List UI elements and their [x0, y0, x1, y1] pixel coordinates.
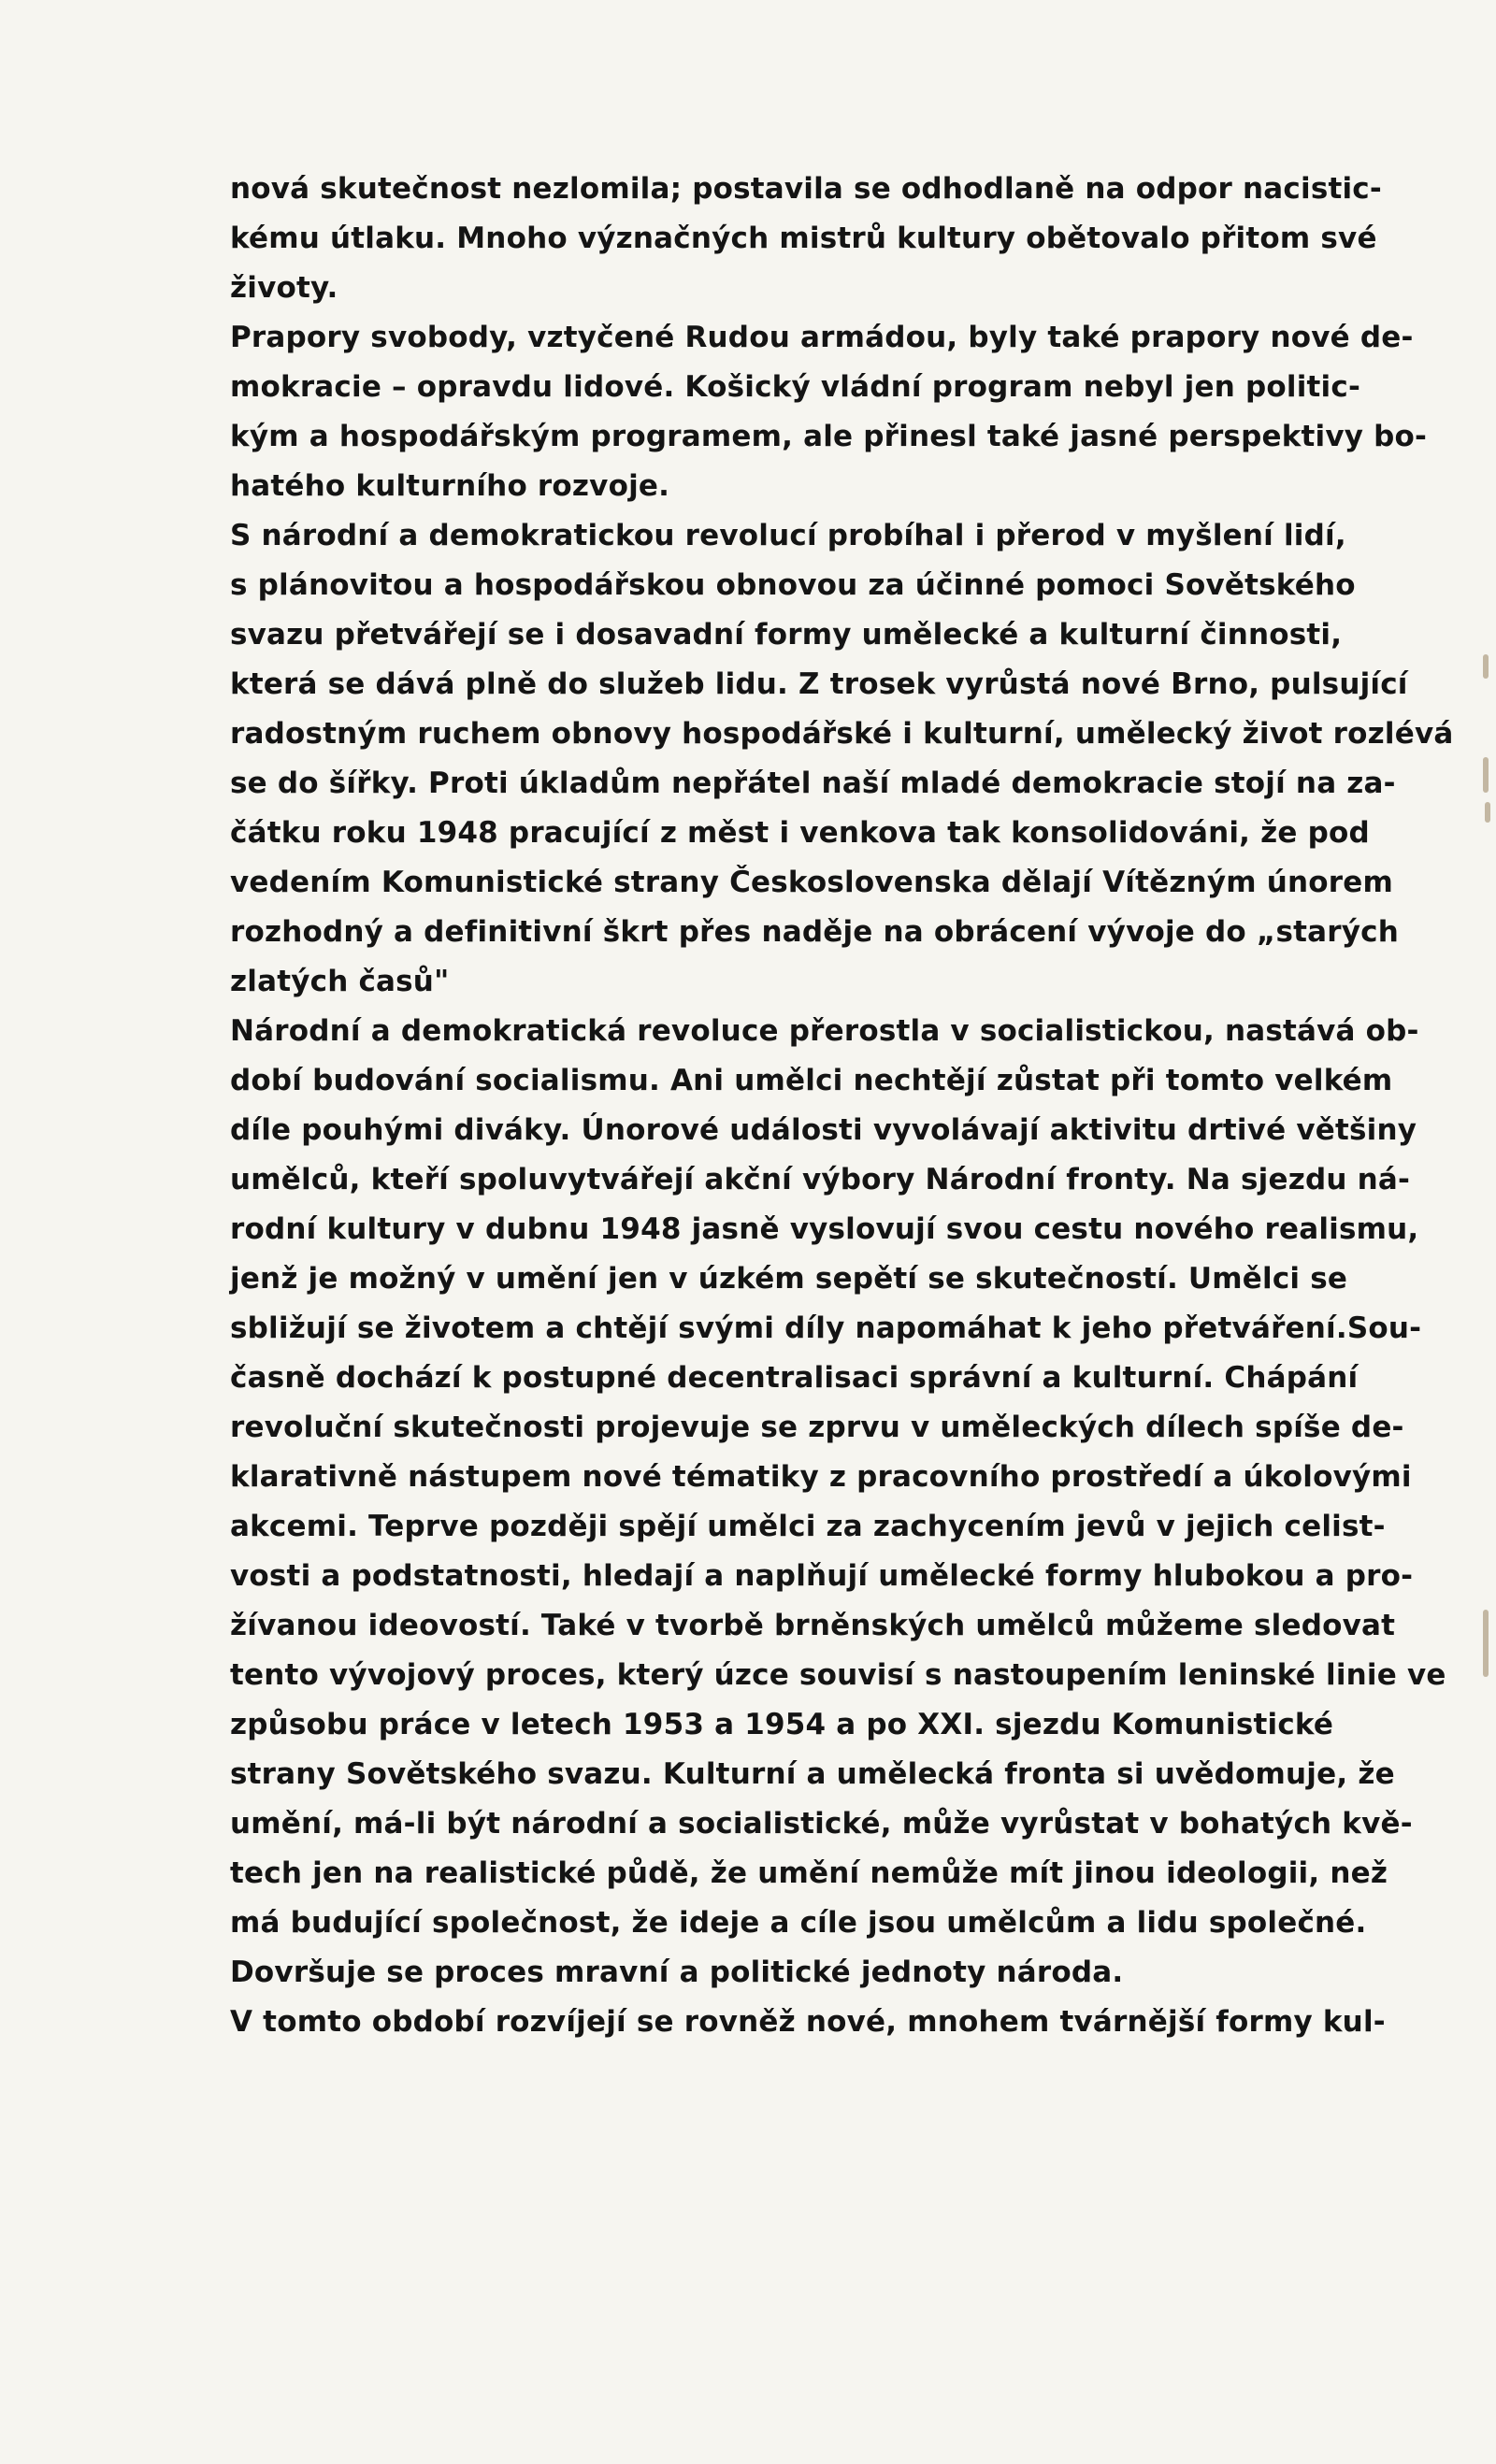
text-line: umělců, kteří spoluvytvářejí akční výbory Národní fronty. Na sjezdu ná- — [230, 1163, 1411, 1196]
text-line: strany Sovětského svazu. Kulturní a umělecká fronta si uvědomuje, že — [230, 1757, 1395, 1791]
text-line: Národní a demokratická revoluce přerostla v socialistickou, nastává ob- — [230, 1014, 1419, 1048]
text-line: umění, má-li být národní a socialistické, může vyrůstat v bohatých kvě- — [230, 1807, 1413, 1841]
text-line: životy. — [230, 271, 338, 305]
text-line: hatého kulturního rozvoje. — [230, 469, 670, 503]
binding-mark — [1485, 802, 1490, 823]
text-line: radostným ruchem obnovy hospodářské i kulturní, umělecký život rozlévá — [230, 717, 1454, 751]
text-line: tento vývojový proces, který úzce souvisí s nastoupením leninské linie ve — [230, 1658, 1446, 1692]
text-line: revoluční skutečnosti projevuje se zprvu v uměleckých dílech spíše de- — [230, 1411, 1404, 1444]
text-line: vosti a podstatnosti, hledají a naplňují umělecké formy hlubokou a pro- — [230, 1559, 1414, 1593]
text-line: se do šířky. Proti úkladům nepřátel naší mladé demokracie stojí na za- — [230, 766, 1396, 800]
text-line: akcemi. Teprve později spějí umělci za zachycením jevů v jejich celist- — [230, 1510, 1386, 1543]
text-line: sbližují se životem a chtějí svými díly napomáhat k jeho přetváření.Sou- — [230, 1311, 1422, 1345]
text-line: rodní kultury v dubnu 1948 jasně vyslovují svou cestu nového realismu, — [230, 1212, 1419, 1246]
text-line: Prapory svobody, vztyčené Rudou armádou, byly také prapory nové de- — [230, 321, 1414, 354]
body-text — [230, 165, 1454, 2047]
text-line: kému útlaku. Mnoho význačných mistrů kultury obětovalo přitom své — [230, 222, 1377, 255]
text-line: svazu přetvářejí se i dosavadní formy umělecké a kulturní činnosti, — [230, 618, 1343, 652]
text-line: s plánovitou a hospodářskou obnovou za účinné pomoci Sovětského — [230, 568, 1356, 602]
text-line: nová skutečnost nezlomila; postavila se odhodlaně na odpor nacistic- — [230, 172, 1382, 206]
text-line: V tomto období rozvíjejí se rovněž nové, mnohem tvárnější formy kul- — [230, 2005, 1386, 2039]
text-line: dobí budování socialismu. Ani umělci nechtějí zůstat při tomto velkém — [230, 1064, 1393, 1097]
binding-mark — [1483, 654, 1489, 679]
text-line: tech jen na realistické půdě, že umění nemůže mít jinou ideologii, než — [230, 1856, 1388, 1890]
text-line: vedením Komunistické strany Československa dělají Vítězným únorem — [230, 866, 1393, 899]
text-line: zlatých časů" — [230, 965, 450, 998]
text-line: způsobu práce v letech 1953 a 1954 a po XXI. sjezdu Komunistické — [230, 1708, 1334, 1741]
text-line: Dovršuje se proces mravní a politické jednoty národa. — [230, 1955, 1124, 1989]
text-line: žívanou ideovostí. Také v tvorbě brněnských umělců můžeme sledovat — [230, 1609, 1396, 1642]
text-line: klarativně nástupem nové tématiky z pracovního prostředí a úkolovými — [230, 1460, 1412, 1494]
text-line: díle pouhými diváky. Únorové události vyvolávají aktivitu drtivé většiny — [230, 1113, 1417, 1147]
binding-mark — [1483, 1610, 1489, 1677]
text-line: S národní a demokratickou revolucí probíhal i přerod v myšlení lidí, — [230, 519, 1346, 552]
text-line: čátku roku 1948 pracující z měst i venkova tak konsolidováni, že pod — [230, 816, 1370, 850]
text-line: kým a hospodářským programem, ale přinesl také jasné perspektivy bo- — [230, 420, 1428, 453]
binding-mark — [1483, 757, 1489, 793]
text-line: rozhodný a definitivní škrt přes naděje na obrácení vývoje do „starých — [230, 915, 1400, 949]
text-line: mokracie – opravdu lidové. Košický vládní program nebyl jen politic- — [230, 370, 1361, 404]
text-line: má budující společnost, že ideje a cíle jsou umělcům a lidu společné. — [230, 1906, 1367, 1940]
text-line: která se dává plně do služeb lidu. Z trosek vyrůstá nové Brno, pulsující — [230, 667, 1408, 701]
text-line: jenž je možný v umění jen v úzkém sepětí se skutečností. Umělci se — [230, 1262, 1348, 1296]
text-line: časně dochází k postupné decentralisaci správní a kulturní. Chápání — [230, 1361, 1359, 1395]
